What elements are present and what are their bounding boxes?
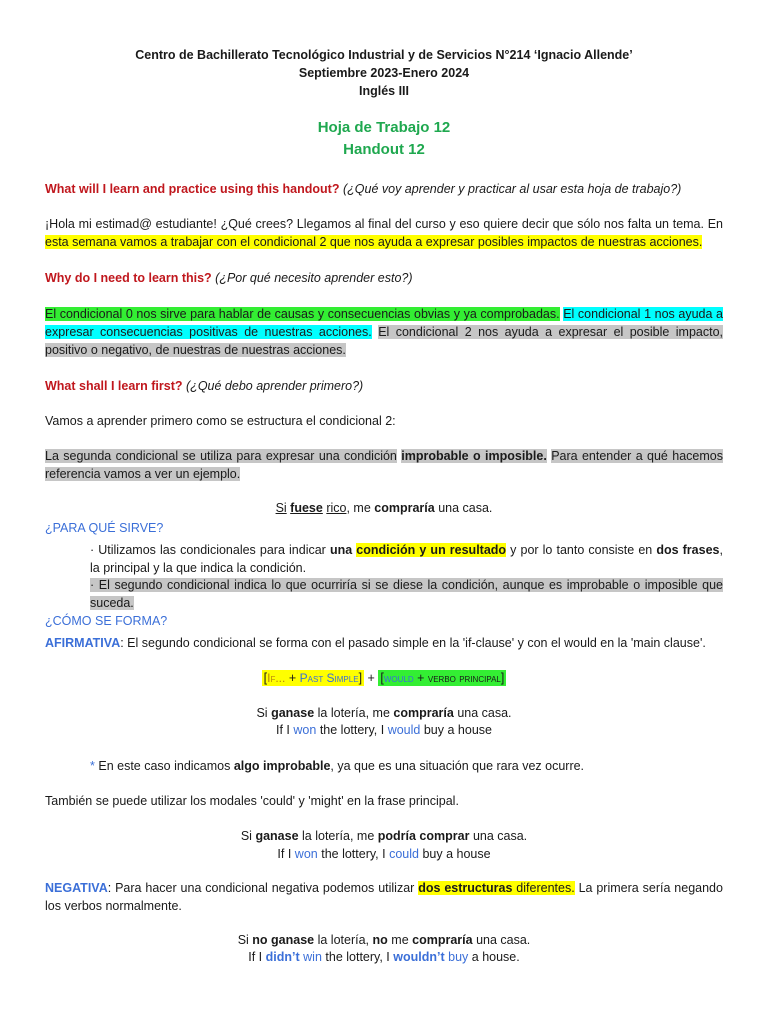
example-word: could [389,847,419,861]
example-word: una casa. [472,829,528,843]
formula-if-part: [If... + Past Simple] [263,671,363,685]
example-word: a house. [471,950,520,964]
intro-highlight: esta semana vamos a trabajar con el condicional 2 que nos ayuda a expresar posibles impactos de nuestras acciones. [45,235,703,249]
formula-plus: + [417,671,425,685]
example-word: fuese [290,501,323,515]
example-word: , me [346,501,371,515]
question-first-es: (¿Qué debo aprender primero?) [186,379,364,393]
handout-title-en: Handout 12 [343,141,425,158]
formula-if: If... [267,671,286,685]
example-word: the lottery, I [321,847,386,861]
conditional-1-text: El condicional 1 nos ayuda a expresar consecuencias positivas de nuestras acciones. [45,307,723,339]
question-learn-es: (¿Qué voy aprender y practicar al usar esta hoja de trabajo?) [342,182,682,196]
para-que-heading: ¿PARA QUÉ SIRVE? [45,521,164,535]
example-word: buy [448,950,469,964]
bullet-text: una [329,543,353,557]
example-word: una casa. [476,933,531,947]
bullet-2 [90,576,723,612]
example-word: If I [248,950,263,964]
question-why [45,269,723,287]
bullet-text: · El segundo condicional indica lo que ocurriría si se diese la condición, aunque es improbable o imposible que suceda. [90,578,723,610]
como-heading: ¿CÓMO SE FORMA? [45,614,168,628]
example-rich [45,499,723,517]
example-word: podría comprar [377,829,470,843]
example-word: rico [326,501,347,515]
definition-bold: improbable o imposible. [401,449,547,463]
example-word: didn’t [265,950,300,964]
example-word: If I [277,847,292,861]
example-word: no ganase [252,933,315,947]
example-word: compraría [393,706,454,720]
example-word: Si [237,933,249,947]
bullet-highlight: condición y un resultado [356,543,507,557]
modals-text: También se puede utilizar los modales 'could' y 'might' en la frase principal. [45,794,459,808]
bullet-text: · Utilizamos las condicionales para indicar [90,543,326,557]
example-word: la lotería, me [317,706,390,720]
question-learn-en: What will I learn and practice using this handout? [45,182,340,196]
formula-past: Past Simple [299,671,359,685]
example-word: won [293,723,317,737]
formula-would-part: [would + verbo principal] [380,671,505,685]
school-name: Centro de Bachillerato Tecnológico Industrial y de Servicios N°214 ‘Ignacio Allende’ [135,48,633,62]
example-word: la lotería, [317,933,370,947]
why-paragraph [45,305,723,359]
negativa-highlight: dos estructuras [418,881,513,895]
example-2-en [45,845,723,863]
example-word: buy a house [423,723,492,737]
afirmativa-paragraph [45,634,723,652]
note-star: * [90,759,95,773]
example-1-es [45,704,723,722]
question-first [45,377,723,395]
intro-text: ¡Hola mi estimad@ estudiante! ¿Qué crees? Llegamos al final del curso y eso quiere decir que sólo nos falta un tema. En [45,217,723,231]
negativa-text: : Para hacer una condicional negativa podemos utilizar [107,881,415,895]
negativa-label: NEGATIVA [45,881,108,895]
example-2-es [45,827,723,845]
definition-text-a: La segunda condicional se utiliza para expresar una condición [45,449,397,463]
formula-verb: verbo principal [427,671,501,685]
bullet-text: y por lo tanto consiste en [510,543,653,557]
bullet-1 [90,541,723,577]
question-learn [45,180,723,198]
formula [45,669,723,687]
structure-intro: Vamos a aprender primero como se estructura el condicional 2: [45,414,396,428]
example-word: wouldn’t [393,950,445,964]
example-word: would [387,723,421,737]
example-word: una casa. [438,501,493,515]
afirmativa-text: : El segundo condicional se forma con el pasado simple en la 'if-clause' y con el would en la 'main clause'. [120,636,706,650]
conditional-0-text: El condicional 0 nos sirve para hablar de causas y consecuencias obvias y ya comprobadas. [45,307,560,321]
note-text: En este caso indicamos [98,759,231,773]
example-word: compraría [412,933,473,947]
example-word: win [303,950,322,964]
example-word: no [372,933,388,947]
example-word: If I [276,723,290,737]
formula-plus: + [288,671,297,685]
example-word: una casa. [457,706,512,720]
example-word: compraría [374,501,435,515]
question-why-es: (¿Por qué necesito aprender esto?) [215,271,413,285]
intro-paragraph [45,215,723,251]
note-bold: algo improbable [233,759,331,773]
handout-title-es: Hoja de Trabajo 12 [317,119,451,136]
question-why-en: Why do I need to learn this? [45,271,212,285]
example-word: ganase [271,706,315,720]
bullet-text: , la principal y la que indica la condición. [90,543,723,575]
example-word: Si [256,706,268,720]
example-word: ganase [255,829,299,843]
definition-paragraph [45,447,723,483]
afirmativa-label: AFIRMATIVA [45,636,121,650]
example-word: the lottery, I [319,723,385,737]
example-word: Si [240,829,252,843]
formula-would: would [383,671,414,685]
bullet-text: dos frases [656,543,720,557]
example-3-en [45,948,723,966]
formula-plus: + [367,671,375,685]
example-word: the lottery, I [325,950,390,964]
question-first-en: What shall I learn first? [45,379,183,393]
example-word: buy a house [422,847,491,861]
example-word: la lotería, me [302,829,375,843]
negativa-paragraph [45,879,723,915]
conditional-2-text: El condicional 2 nos ayuda a expresar el posible impacto, positivo o negativo, de nuestras de nuestras acciones. [45,325,723,357]
note-text: , ya que es una situación que rara vez ocurre. [330,759,585,773]
example-word: won [294,847,318,861]
example-1-en [45,721,723,739]
definition-text-b: Para entender a qué hacemos referencia vamos a ver un ejemplo. [45,449,723,481]
note-improbable [90,757,723,775]
negativa-highlight: diferentes. [516,881,575,895]
course-name: Inglés III [358,84,409,98]
negativa-text: La primera sería negando los verbos normalmente. [45,881,723,913]
example-word: Si [275,501,287,515]
school-period: Septiembre 2023-Enero 2024 [298,66,470,80]
example-3-es [45,931,723,949]
example-word: me [391,933,409,947]
